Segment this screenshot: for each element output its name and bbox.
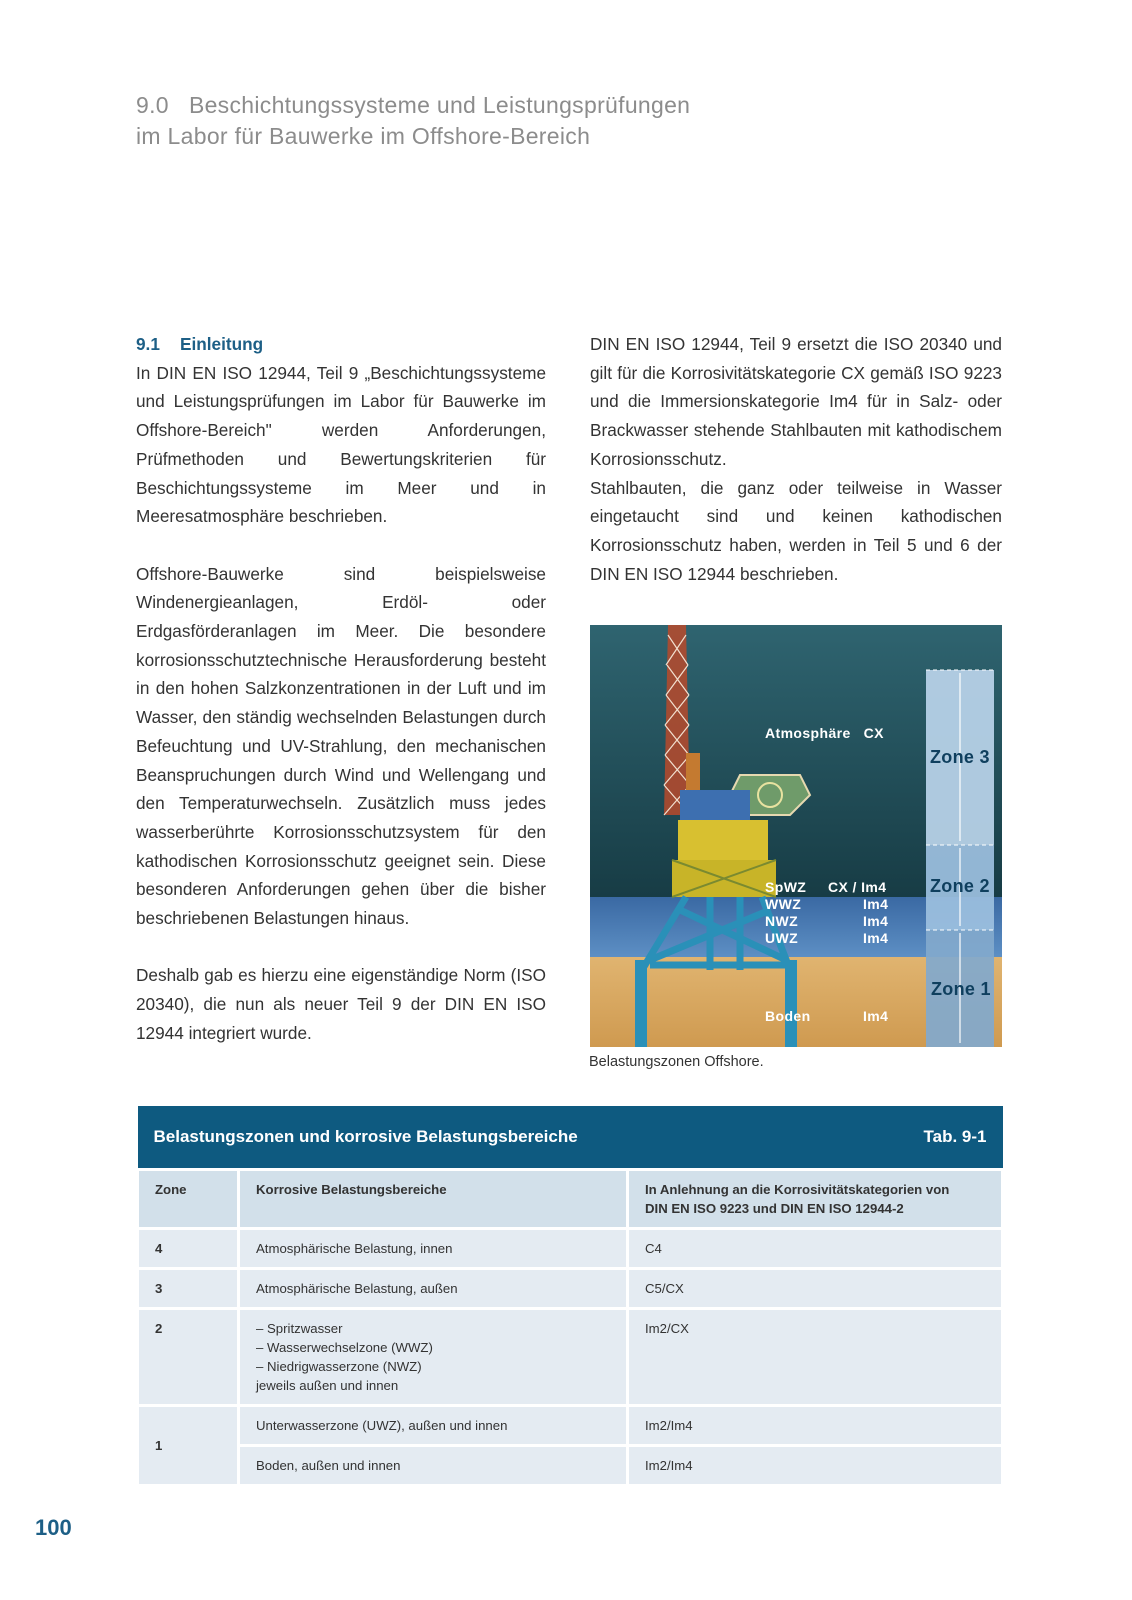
table-title: Belastungszonen und korrosive Belastungsbereiche xyxy=(153,1127,578,1146)
chapter-title-line-1: 9.0 Beschichtungssysteme und Leistungsprüfungen xyxy=(136,92,691,118)
label-uwz: UWZ xyxy=(765,930,799,946)
table-row: 4 Atmosphärische Belastung, innen C4 xyxy=(138,1229,1003,1269)
table-row: 1 Unterwasserzone (UWZ), außen und innen Im2/Im4 xyxy=(138,1406,1003,1446)
page-number: 100 xyxy=(35,1515,72,1540)
label-nwz: NWZ xyxy=(765,913,799,929)
chapter-title xyxy=(136,90,936,152)
bereich-list: – Spritzwasser – Wasserwechselzone (WWZ) – Niedrigwasserzone (NWZ) jeweils außen und innen xyxy=(239,1309,628,1406)
paragraph: Stahlbauten, die ganz oder teilweise in Wasser eingetaucht sind und keinen kathodischen Korrosionsschutz haben, werden in Teil 5 und 6 der DIN EN ISO 12944 beschrieben. xyxy=(590,477,1002,584)
section-heading xyxy=(136,330,546,359)
table-header-row xyxy=(138,1170,1003,1229)
label-spwz-category: CX / Im4 xyxy=(828,879,887,895)
chapter-title-line-2: im Labor für Bauwerke im Offshore-Bereich xyxy=(136,123,591,149)
paragraph: Offshore-Bauwerke sind beispielsweise Windenergieanlagen, Erdöl- oder Erdgasförderanlagen im Meer. Die besondere korrosionsschutztechnische Herausforderung besteht in den hohen Salzkonzentrationen in der Luft und im Wasser, den ständig wechselnden Belastungen durch Befeuchtung und UV-Strahlung, den mechanischen Beanspruchungen durch Wind und Wellengang und den Temperaturwechseln. Zusätzlich muss jedes wasserberührte Korrosionsschutzsystem für den kathodischen Korrosionsschutz geeignet sein. Diese besonderen Anforderungen gehen über die bisher beschriebenen Belastungen hinaus. xyxy=(136,563,546,929)
right-text-column xyxy=(590,330,1002,588)
label-uwz-category: Im4 xyxy=(863,930,889,946)
figure-caption: Belastungszonen Offshore. xyxy=(589,1054,764,1070)
zone-3-label: Zone 3 xyxy=(930,747,990,767)
zones-table xyxy=(136,1106,1004,1487)
header-bereiche: Korrosive Belastungsbereiche xyxy=(239,1170,628,1229)
label-boden-category: Im4 xyxy=(863,1008,889,1024)
label-wwz: WWZ xyxy=(765,896,802,912)
offshore-zones-figure xyxy=(590,625,1002,1047)
header-zone: Zone xyxy=(138,1170,239,1229)
pile xyxy=(785,960,797,1047)
paragraph: Deshalb gab es hierzu eine eigenständige Norm (ISO 20340), die nun als neuer Teil 9 der DIN EN ISO 12944 integriert wurde. xyxy=(136,965,546,1043)
left-text-column xyxy=(136,330,546,1048)
table-title-bar xyxy=(138,1106,1003,1170)
zone-2-label: Zone 2 xyxy=(930,876,990,896)
zone-1-label: Zone 1 xyxy=(931,979,991,999)
paragraph: DIN EN ISO 12944, Teil 9 ersetzt die ISO 20340 und gilt für die Korrosivitätskategorie CX gemäß ISO 9223 und die Immersionskategorie Im4 für in Salz- oder Brackwasser stehende Stahlbauten mit kathodischem Korrosionsschutz. xyxy=(590,334,1002,469)
section-number: 9.1 xyxy=(136,334,160,354)
label-boden: Boden xyxy=(765,1008,811,1024)
table-row: 2 – Spritzwasser – Wasserwechselzone (WWZ) – Niedrigwasserzone (NWZ) jeweils außen und innen Im2/CX xyxy=(138,1309,1003,1406)
paragraph: In DIN EN ISO 12944, Teil 9 „Beschichtungssysteme und Leistungsprüfungen im Labor für Bauwerke im Offshore-Bereich" werden Anforderungen, Prüfmethoden und Bewertungskriterien für Beschichtungssysteme im Meer und in Meeresatmosphäre beschrieben. xyxy=(136,362,546,527)
label-atmosphere: Atmosphäre CX xyxy=(765,725,884,741)
section-title: Einleitung xyxy=(180,334,264,354)
pile xyxy=(635,960,647,1047)
label-wwz-category: Im4 xyxy=(863,896,889,912)
label-spwz: SpWZ xyxy=(765,879,807,895)
table-row: 3 Atmosphärische Belastung, außen C5/CX xyxy=(138,1269,1003,1309)
label-nwz-category: Im4 xyxy=(863,913,889,929)
table-number: Tab. 9-1 xyxy=(923,1127,987,1146)
header-kategorie: In Anlehnung an die Korrosivitätskategorien von DIN EN ISO 9223 und DIN EN ISO 12944-2 xyxy=(628,1170,1003,1229)
table-row: Boden, außen und innen Im2/Im4 xyxy=(138,1446,1003,1486)
